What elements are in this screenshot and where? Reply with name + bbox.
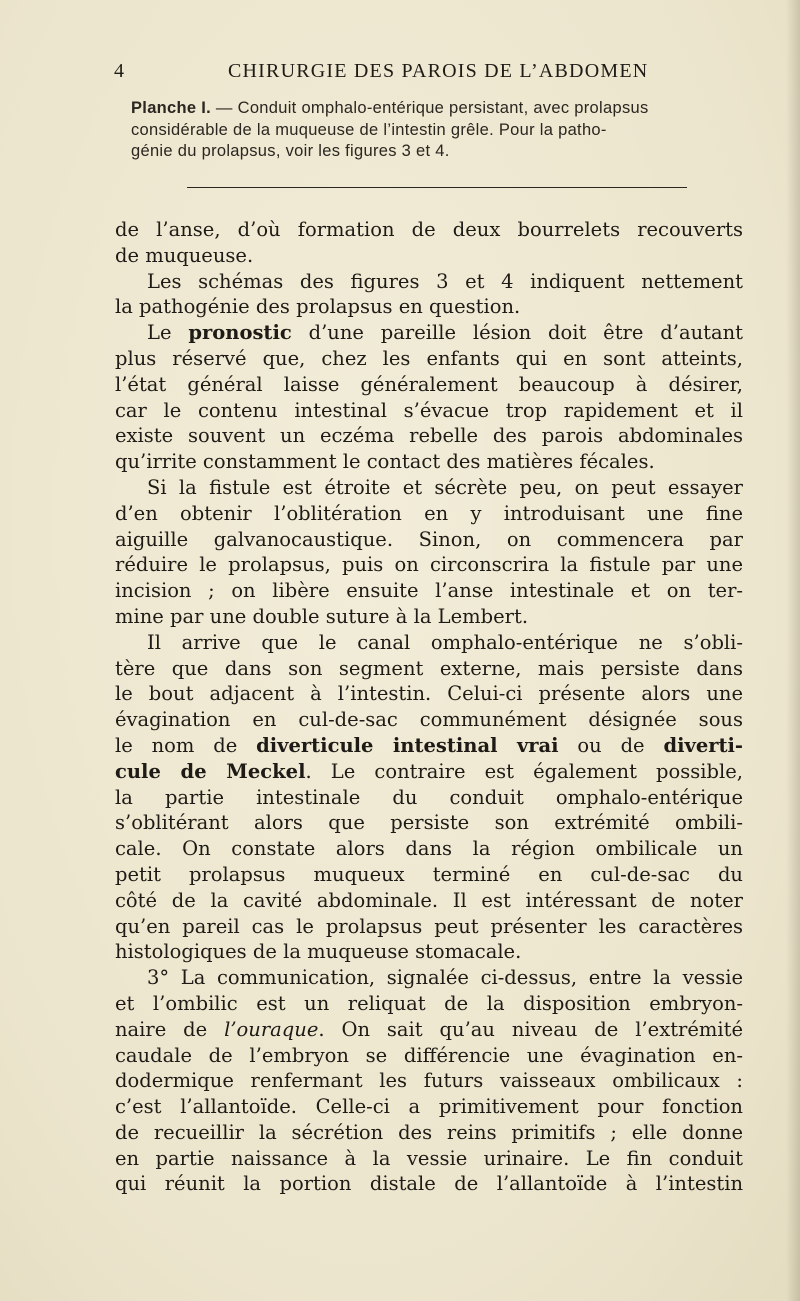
text-line: côté de la cavité abdominale. Il est intéressant de noter <box>115 888 743 912</box>
text-line: qu’en pareil cas le prolapsus peut présenter les caractères <box>115 914 743 938</box>
text-line: cale. On constate alors dans la région ombilicale un <box>115 837 743 861</box>
running-title: CHIRURGIE DES PAROIS DE L’ABDOMEN <box>228 60 649 82</box>
page-edge-shadow <box>786 0 800 1301</box>
text-line: l’état général laisse généralement beaucoup à désirer, <box>115 372 743 396</box>
text-line: existe souvent un eczéma rebelle des parois abdominales <box>115 424 743 448</box>
page-number: 4 <box>114 60 124 82</box>
caption-line: génie du prolapsus, voir les figures 3 et 4. <box>131 142 450 160</box>
text-line: 3° La communication, signalée ci-dessus, entre la vessie <box>147 966 743 990</box>
text-line: s’oblitérant alors que persiste son extrémité ombili- <box>115 811 743 835</box>
text-line <box>115 759 743 785</box>
text-line: évagination en cul-de-sac communément désignée sous <box>115 708 743 732</box>
text-run: d’une pareille lésion doit être d’autant <box>291 321 743 345</box>
text-line: Il arrive que le canal omphalo-entérique ne s’obli- <box>147 630 743 654</box>
caption-text: — Conduit omphalo-entérique persistant, avec prolapsus <box>211 99 649 117</box>
text-line <box>115 1017 743 1043</box>
caption-line <box>131 98 745 120</box>
bold-term: cule de Meckel <box>115 759 306 783</box>
text-line: qui réunit la portion distale de l’allantoïde à l’intestin <box>115 1172 743 1196</box>
text-line: d’en obtenir l’oblitération en y introduisant une fine <box>115 501 743 525</box>
caption-label: Planche I. <box>131 99 212 117</box>
text-line: Les schémas des figures 3 et 4 indiquent nettement <box>147 269 743 293</box>
caption-line: considérable de la muqueuse de l’intestin grêle. Pour la patho- <box>131 120 607 139</box>
text-line: de muqueuse. <box>115 243 254 267</box>
text-line: Si la fistule est étroite et sécrète peu, on peut essayer <box>147 475 743 499</box>
text-line: histologiques de la muqueuse stomacale. <box>115 940 522 964</box>
text-line: réduire le prolapsus, puis on circonscrira la fistule par une <box>115 553 743 577</box>
text-line: qu’irrite constamment le contact des matières fécales. <box>115 450 655 474</box>
text-run: . On sait qu’au niveau de l’extrémité <box>318 1017 743 1041</box>
text-line: car le contenu intestinal s’évacue trop rapidement et il <box>115 398 743 422</box>
text-line: caudale de l’embryon se différencie une évagination en- <box>115 1043 743 1067</box>
text-line: en partie naissance à la vessie urinaire. Le fin conduit <box>115 1146 743 1170</box>
text-line: tère que dans son segment externe, mais persiste dans <box>115 656 743 680</box>
separator-rule <box>187 187 687 188</box>
text-line: de recueillir la sécrétion des reins primitifs ; elle donne <box>115 1120 743 1144</box>
text-line: la pathogénie des prolapsus en question. <box>115 295 521 319</box>
text-line: mine par une double suture à la Lembert. <box>115 604 529 628</box>
bold-term: pronostic <box>188 321 292 345</box>
text-line: la partie intestinale du conduit omphalo-entérique <box>115 785 743 809</box>
text-line: le bout adjacent à l’intestin. Celui-ci présente alors une <box>115 682 743 706</box>
bold-term: diverticule intestinal vrai <box>256 733 559 757</box>
italic-term: l’ouraque <box>224 1017 319 1041</box>
running-header <box>114 60 744 86</box>
text-run: ou de <box>558 733 664 757</box>
text-run: Le <box>147 321 189 345</box>
text-line: dodermique renfermant les futurs vaisseaux ombilicaux : <box>115 1069 743 1093</box>
text-line <box>115 320 743 346</box>
text-line: petit prolapsus muqueux terminé en cul-de-sac du <box>115 862 743 886</box>
text-line: incision ; on libère ensuite l’anse intestinale et on ter- <box>115 579 743 603</box>
text-line: c’est l’allantoïde. Celle-ci a primitivement pour fonction <box>115 1095 743 1119</box>
text-line: plus réservé que, chez les enfants qui en sont atteints, <box>115 346 743 370</box>
text-line: et l’ombilic est un reliquat de la disposition embryon- <box>115 991 743 1015</box>
text-line <box>115 733 743 759</box>
text-run: naire de <box>115 1017 225 1041</box>
figure-caption <box>131 98 745 163</box>
text-run: le nom de <box>115 733 257 757</box>
bold-term: diverti- <box>663 733 743 757</box>
body-text <box>115 217 743 1197</box>
text-run: . Le contraire est également possible, <box>305 759 743 783</box>
text-line: aiguille galvanocaustique. Sinon, on commencera par <box>115 527 743 551</box>
text-line: de l’anse, d’où formation de deux bourrelets recouverts <box>115 218 743 241</box>
